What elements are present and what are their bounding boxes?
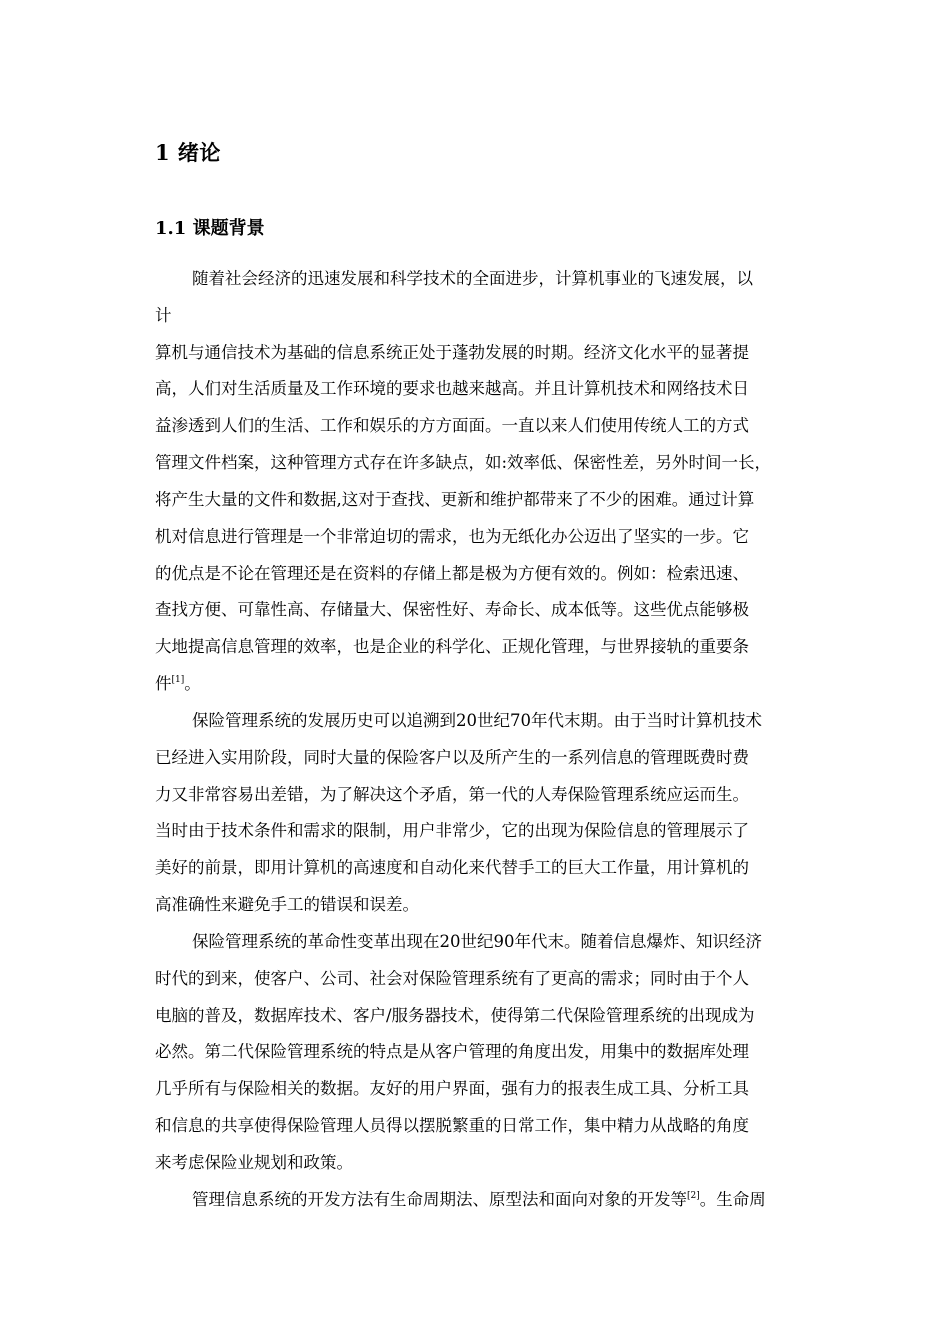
paragraph-line: 的优点是不论在管理还是在资料的存储上都是极为方便有效的。例如：检索迅速、 [155, 564, 749, 583]
paragraph-line: 查找方便、可靠性高、存储量大、保密性好、寿命长、成本低等。这些优点能够极 [155, 600, 749, 619]
paragraph-line: 将产生大量的文件和数据,这对于查找、更新和维护都带来了不少的困难。通过计算 [155, 490, 755, 509]
paragraph-line: 来考虑保险业规划和政策。 [155, 1153, 353, 1172]
paragraph-line: 时代的到来，使客户、公司、社会对保险管理系统有了更高的需求；同时由于个人 [155, 969, 749, 988]
paragraph-line: 管理文件档案，这种管理方式存在许多缺点，如:效率低、保密性差，另外时间一长， [155, 453, 772, 472]
section-heading: 1.1 课题背景 [155, 218, 265, 239]
paragraph-line: 算机与通信技术为基础的信息系统正处于蓬勃发展的时期。经济文化水平的显著提 [155, 343, 749, 362]
paragraph-text: 件 [155, 674, 172, 693]
paragraph-line: 高，人们对生活质量及工作环境的要求也越来越高。并且计算机技术和网络技术日 [155, 379, 749, 398]
paragraph-line: 当时由于技术条件和需求的限制，用户非常少，它的出现为保险信息的管理展示了 [155, 821, 749, 840]
chapter-heading: 1 绪论 [155, 140, 221, 165]
paragraph-line: 高准确性来避免手工的错误和误差。 [155, 895, 419, 914]
paragraph-line: 和信息的共享使得保险管理人员得以摆脱繁重的日常工作，集中精力从战略的角度 [155, 1116, 749, 1135]
paragraph-line: 大地提高信息管理的效率，也是企业的科学化、正规化管理，与世界接轨的重要条 [155, 637, 749, 656]
paragraph-line: 电脑的普及，数据库技术、客户/服务器技术，使得第二代保险管理系统的出现成为 [155, 1006, 755, 1025]
paragraph-line: 力又非常容易出差错，为了解决这个矛盾，第一代的人寿保险管理系统应运而生。 [155, 785, 749, 804]
paragraph-line: 计 [155, 306, 172, 325]
paragraph-line-with-citation [192, 1190, 766, 1210]
citation-ref-2: [2] [687, 1191, 700, 1201]
paragraph-line: 已经进入实用阶段，同时大量的保险客户以及所产生的一系列信息的管理既费时费 [155, 748, 749, 767]
paragraph-line: 机对信息进行管理是一个非常迫切的需求，也为无纸化办公迈出了坚实的一步。它 [155, 527, 749, 546]
citation-ref-1: [1] [171, 675, 185, 685]
paragraph-line: 随着社会经济的迅速发展和科学技术的全面进步，计算机事业的飞速发展，以 [192, 269, 753, 288]
paragraph-line: 益渗透到人们的生活、工作和娱乐的方方面面。一直以来人们使用传统人工的方式 [155, 416, 749, 435]
paragraph-line: 保险管理系统的革命性变革出现在20世纪90年代末。随着信息爆炸、知识经济 [192, 932, 762, 951]
paragraph-line: 必然。第二代保险管理系统的特点是从客户管理的角度出发，用集中的数据库处理 [155, 1042, 749, 1061]
paragraph-text: 。 [184, 674, 201, 693]
paragraph-line: 保险管理系统的发展历史可以追溯到20世纪70年代末期。由于当时计算机技术 [192, 711, 762, 730]
paragraph-text: 。生命周 [699, 1190, 766, 1209]
paragraph-line: 美好的前景，即用计算机的高速度和自动化来代替手工的巨大工作量，用计算机的 [155, 858, 749, 877]
paragraph-line: 几乎所有与保险相关的数据。友好的用户界面，强有力的报表生成工具、分析工具 [155, 1079, 749, 1098]
paragraph-text: 管理信息系统的开发方法有生命周期法、原型法和面向对象的开发等 [192, 1190, 687, 1209]
paragraph-line-with-citation [155, 674, 201, 694]
